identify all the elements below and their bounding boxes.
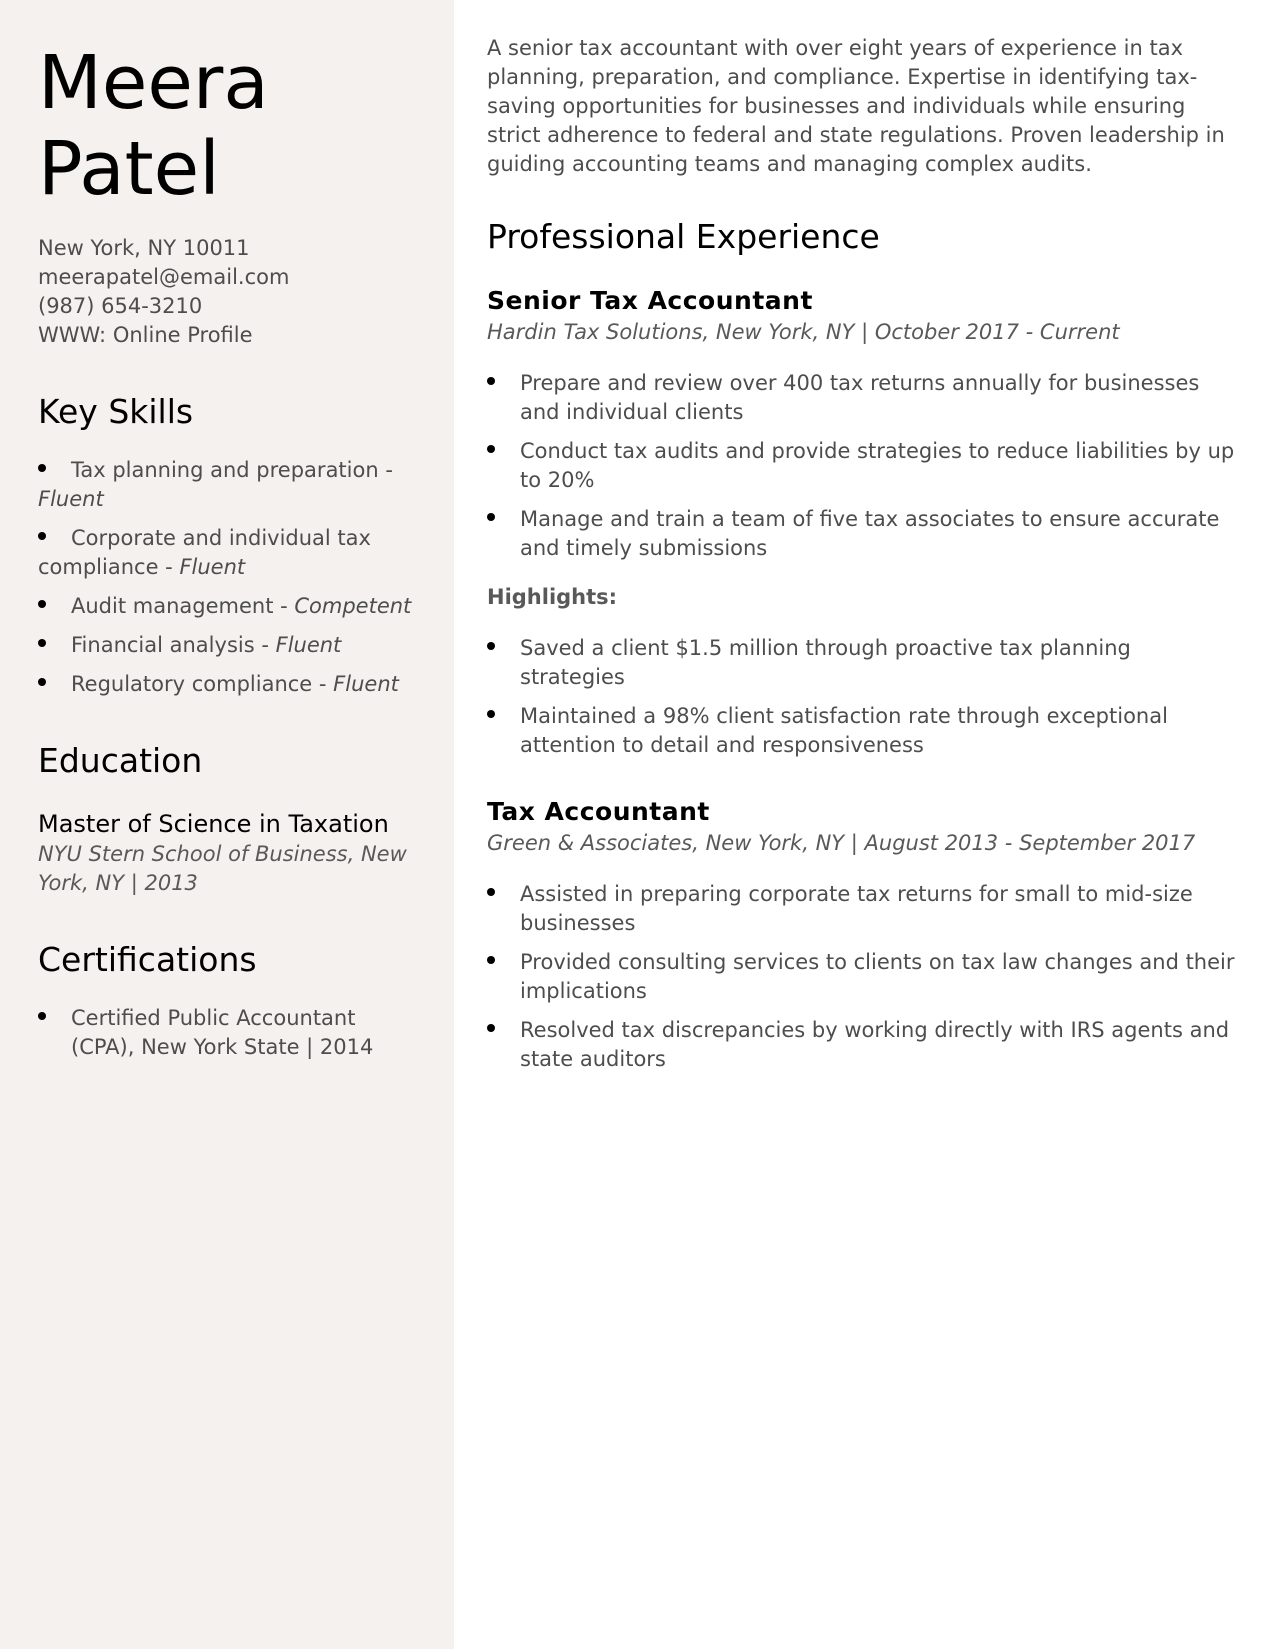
- first-name: Meera: [38, 40, 269, 126]
- job-bullets: [487, 369, 1235, 563]
- location: New York, NY 10011: [38, 236, 250, 260]
- list-item: Maintained a 98% client satisfaction rate through exceptional attention to detail and responsiveness: [487, 702, 1235, 760]
- list-item: Financial analysis - Fluent: [38, 631, 424, 660]
- last-name: Patel: [38, 126, 220, 212]
- experience-heading: Professional Experience: [487, 217, 880, 256]
- list-item: Prepare and review over 400 tax returns annually for businesses and individual clients: [487, 369, 1235, 427]
- education-section: [38, 741, 424, 898]
- contact-info: [38, 234, 424, 350]
- certifications-list: [38, 1004, 424, 1062]
- candidate-name: [38, 40, 424, 212]
- email-link[interactable]: meerapatel@email.com: [38, 265, 290, 289]
- skill-name: Tax planning and preparation: [71, 458, 379, 482]
- job-meta: Hardin Tax Solutions, New York, NY | October 2017 - Current: [487, 320, 1120, 344]
- skill-level: Fluent: [275, 633, 342, 657]
- job-entry: [487, 285, 1235, 760]
- certifications-heading: Certifications: [38, 940, 257, 979]
- list-item: Saved a client $1.5 million through proactive tax planning strategies: [487, 634, 1235, 692]
- job-bullets: [487, 880, 1235, 1074]
- certifications-section: [38, 940, 424, 1062]
- skills-list: [38, 456, 424, 699]
- skill-name: Corporate and individual tax compliance: [38, 526, 371, 579]
- list-item: Provided consulting services to clients on tax law changes and their implications: [487, 948, 1235, 1006]
- skill-name: Financial analysis: [71, 633, 255, 657]
- list-item: Resolved tax discrepancies by working directly with IRS agents and state auditors: [487, 1016, 1235, 1074]
- skills-heading: Key Skills: [38, 392, 194, 431]
- skills-section: [38, 392, 424, 699]
- skill-level: Fluent: [179, 555, 246, 579]
- skill-level: Fluent: [333, 672, 399, 696]
- main-content: [454, 0, 1275, 1649]
- degree: Master of Science in Taxation: [38, 810, 389, 838]
- skill-level: Competent: [294, 594, 412, 618]
- list-item: Manage and train a team of five tax associates to ensure accurate and timely submissions: [487, 505, 1235, 563]
- school: NYU Stern School of Business, New York, NY | 2013: [38, 842, 407, 895]
- list-item: Assisted in preparing corporate tax returns for small to mid-size businesses: [487, 880, 1235, 938]
- phone: (987) 654-3210: [38, 294, 203, 318]
- job-meta: Green & Associates, New York, NY | August 2013 - September 2017: [487, 831, 1196, 855]
- list-item: Regulatory compliance - Fluent: [38, 670, 424, 699]
- highlights-label: Highlights:: [487, 585, 618, 609]
- summary: A senior tax accountant with over eight years of experience in tax planning, preparation, and compliance. Expertise in identifying tax-saving opportunities for businesses and individuals while ensuring strict adherence to federal and state regulations. Proven leadership in guiding accounting teams and managing complex audits.: [487, 36, 1225, 176]
- list-item: Conduct tax audits and provide strategies to reduce liabilities by up to 20%: [487, 437, 1235, 495]
- job-entry: [487, 796, 1235, 1074]
- list-item: Corporate and individual tax compliance - Fluent: [38, 524, 424, 582]
- skill-name: Audit management: [71, 594, 274, 618]
- job-title: Senior Tax Accountant: [487, 286, 813, 315]
- list-item: Audit management - Competent: [38, 592, 424, 621]
- list-item: Tax planning and preparation - Fluent: [38, 456, 424, 514]
- sidebar: [0, 0, 454, 1649]
- skill-name: Regulatory compliance: [71, 672, 313, 696]
- job-title: Tax Accountant: [487, 797, 710, 826]
- website-link[interactable]: WWW: Online Profile: [38, 323, 253, 347]
- education-heading: Education: [38, 741, 203, 780]
- highlights-list: [487, 634, 1235, 760]
- skill-level: Fluent: [38, 487, 104, 511]
- list-item: Certified Public Accountant (CPA), New York State | 2014: [38, 1004, 424, 1062]
